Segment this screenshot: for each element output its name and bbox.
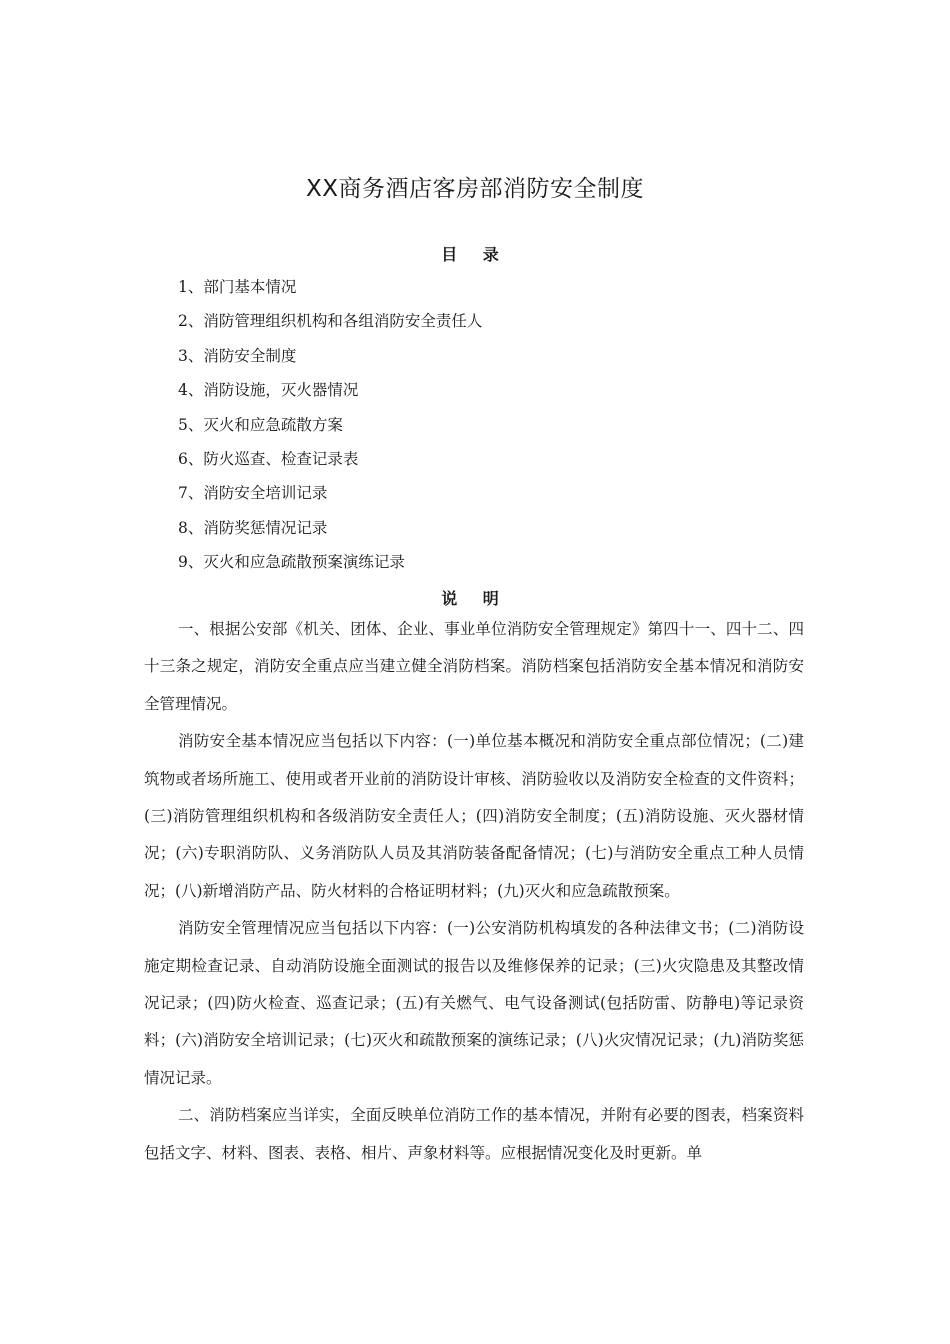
toc-item: 3、消防安全制度: [178, 346, 297, 365]
toc-item: 4、消防设施，灭火器情况: [178, 381, 359, 400]
document-title: XX商务酒店客房部消防安全制度: [305, 176, 644, 202]
toc-list: [178, 270, 482, 580]
notes-paragraph: 消防安全基本情况应当包括以下内容：(一)单位基本概况和消防安全重点部位情况；(二)建筑物或者场所施工、使用或者开业前的消防设计审核、消防验收以及消防安全检查的文件资料；(三)消防管理组织机构和各级消防安全责任人；(四)消防安全制度；(五)消防设施、灭火器材情况；(六)专职消防队、义务消防队人员及其消防装备配备情况；(七)与消防安全重点工种人员情况；(八)新增消防产品、防火材料的合格证明材料；(九)灭火和应急疏散预案。: [144, 732, 804, 900]
notes-paragraph: 消防安全管理情况应当包括以下内容：(一)公安消防机构填发的各种法律文书；(二)消防设施定期检查记录、自动消防设施全面测试的报告以及维修保养的记录；(三)火灾隐患及其整改情况记录；(四)防火检查、巡查记录；(五)有关燃气、电气设备测试(包括防雷、防静电)等记录资料；(六)消防安全培训记录；(七)灭火和疏散预案的演练记录；(八)火灾情况记录；(九)消防奖惩情况记录。: [144, 919, 804, 1087]
toc-item: 6、防火巡查、检查记录表: [178, 449, 359, 468]
toc-item: 1、部门基本情况: [178, 278, 297, 296]
notes-heading: 说 明: [441, 589, 509, 608]
toc-heading: 目 录: [441, 245, 509, 264]
toc-item: 7、消防安全培训记录: [178, 484, 328, 503]
notes-paragraph: 二、消防档案应当详实，全面反映单位消防工作的基本情况，并附有必要的图表，档案资料包括文字、材料、图表、表格、相片、声象材料等。应根据情况变化及时更新。单: [144, 1106, 804, 1162]
toc-item: 5、灭火和应急疏散方案: [178, 415, 343, 434]
toc-item: 2、消防管理组织机构和各组消防安全责任人: [178, 312, 483, 331]
toc-item: 8、消防奖惩情况记录: [178, 518, 328, 537]
notes-body: [144, 611, 804, 1172]
notes-paragraph: 一、根据公安部《机关、团体、企业、事业单位消防安全管理规定》第四十一、四十二、四十三条之规定，消防安全重点应当建立健全消防档案。消防档案包括消防安全基本情况和消防安全管理情况。: [144, 620, 804, 713]
toc-item: 9、灭火和应急疏散预案演练记录: [178, 553, 405, 572]
